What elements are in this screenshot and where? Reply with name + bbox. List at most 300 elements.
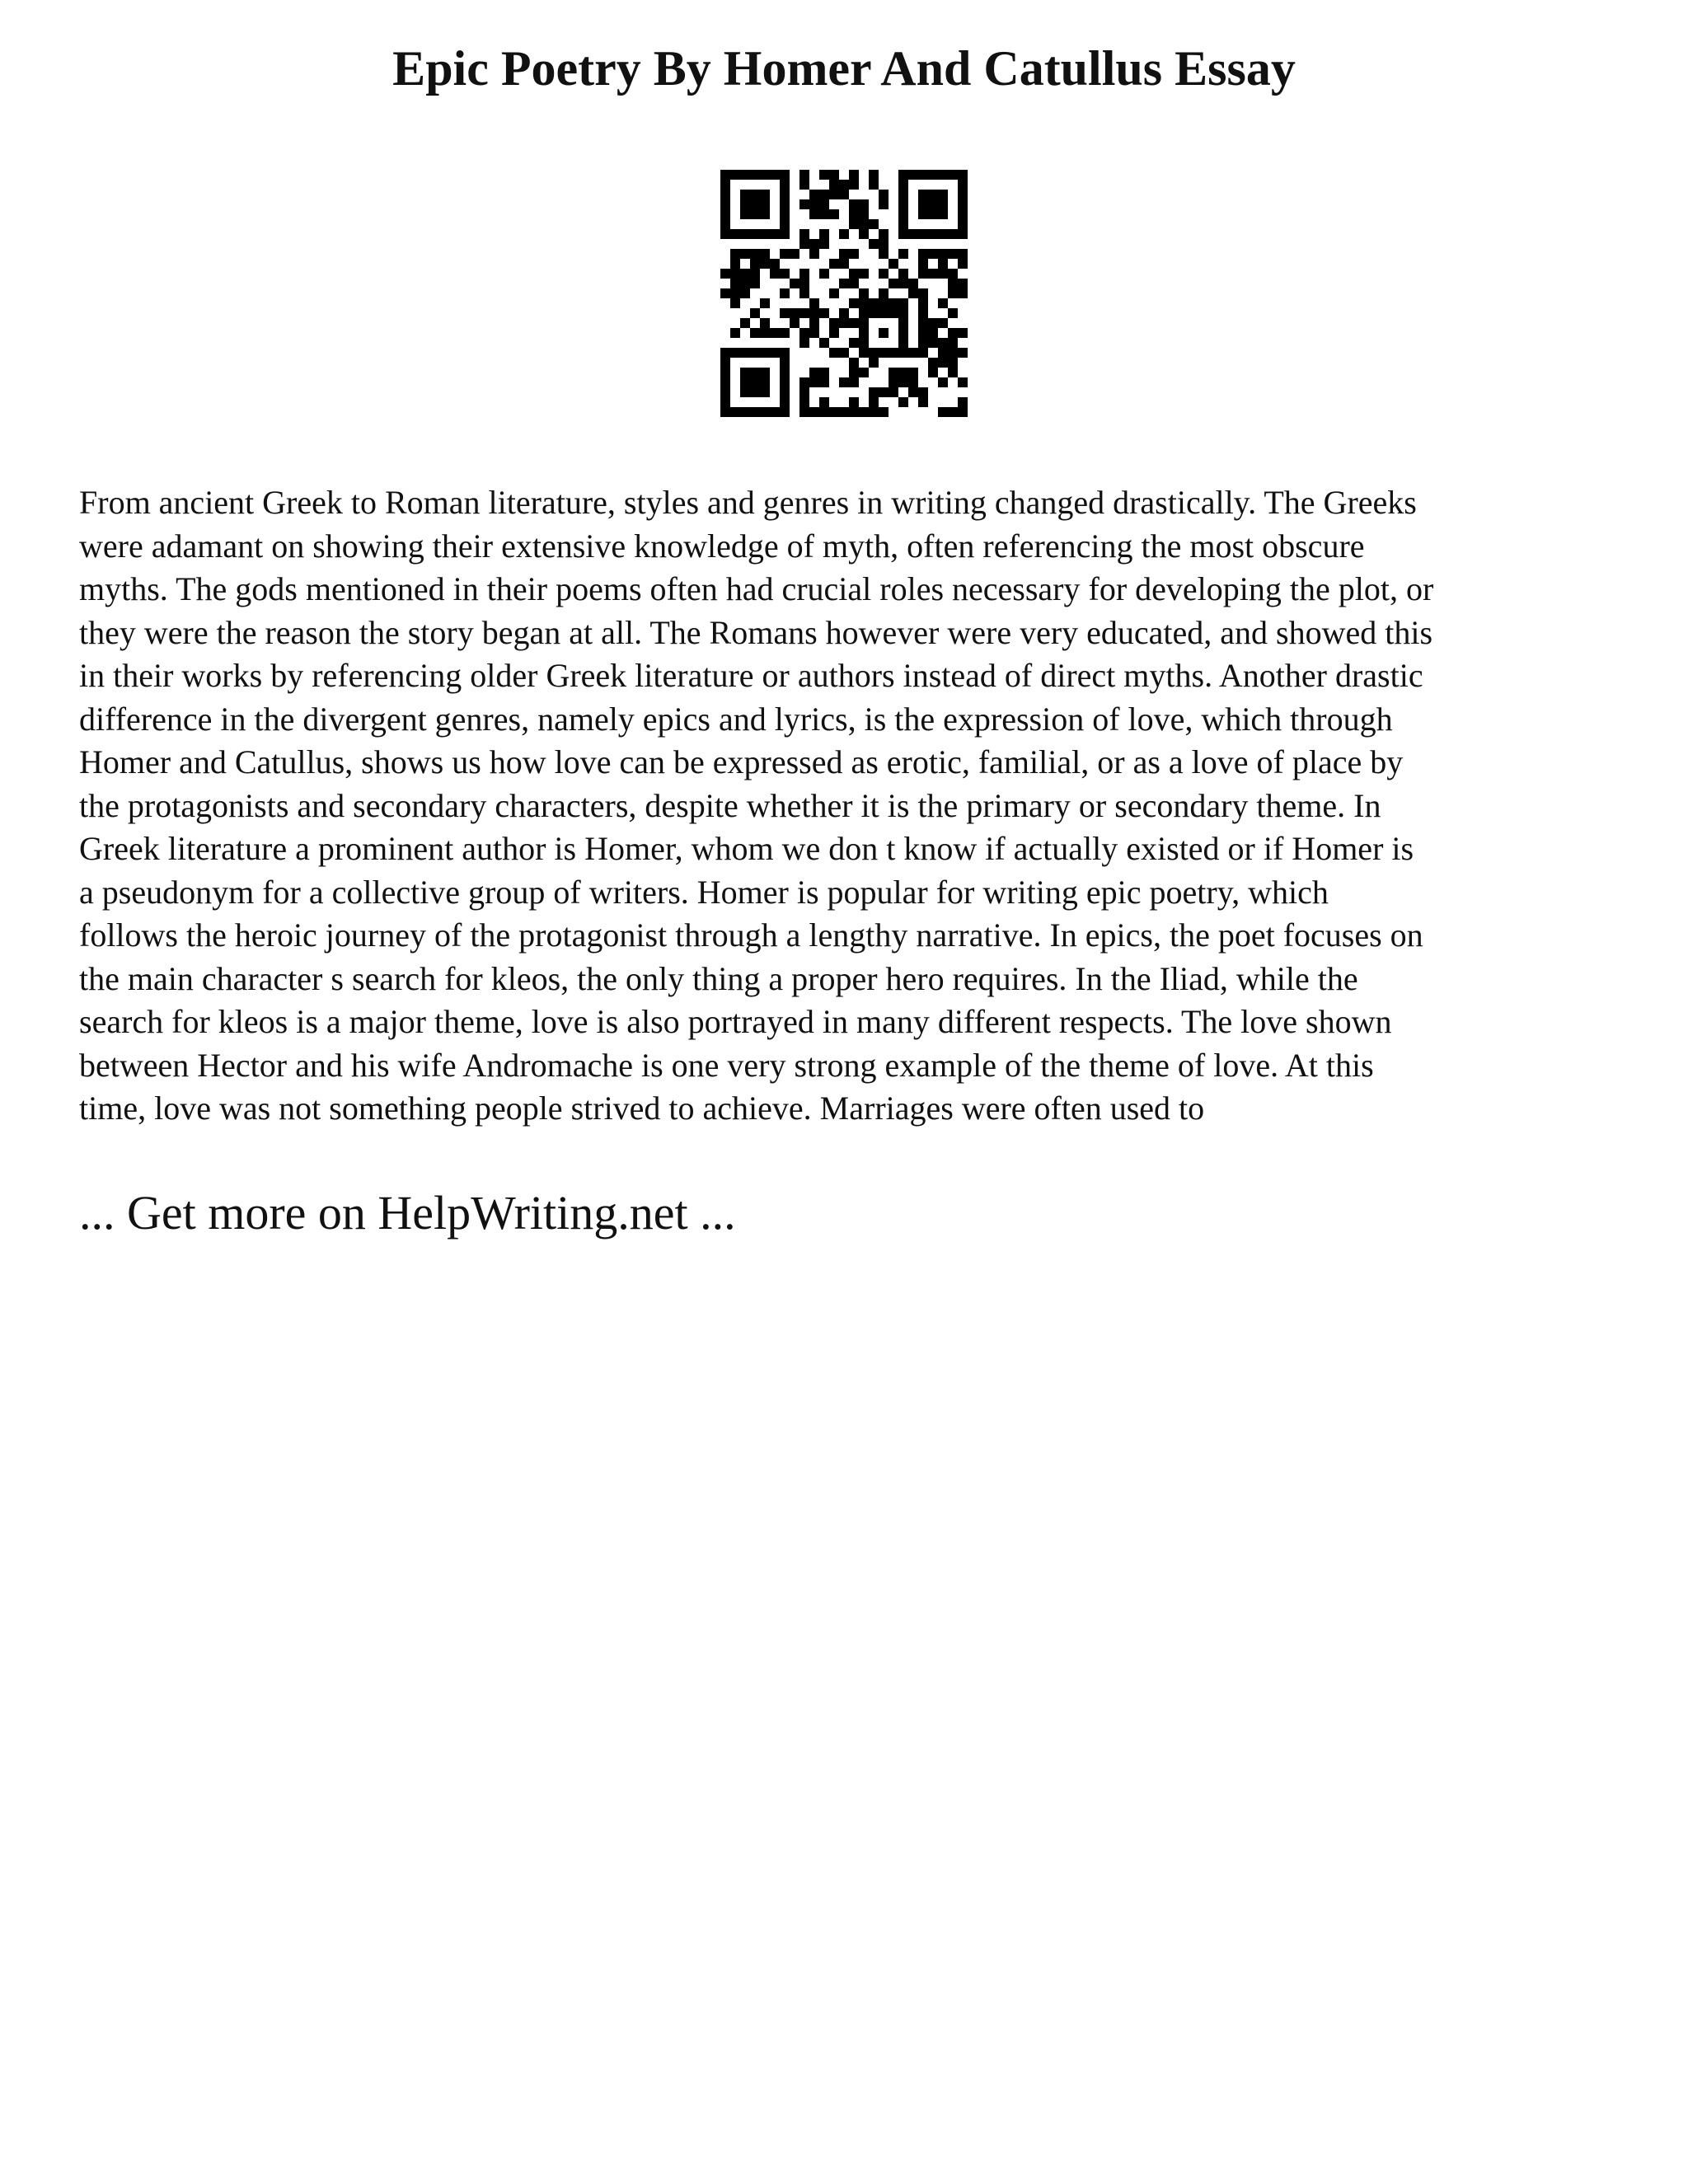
qr-module bbox=[799, 328, 809, 338]
qr-module bbox=[898, 249, 908, 259]
qr-module bbox=[849, 180, 859, 190]
qr-module bbox=[799, 279, 809, 288]
qr-module bbox=[730, 249, 740, 259]
qr-module bbox=[958, 407, 968, 417]
qr-module bbox=[908, 368, 918, 377]
qr-module bbox=[839, 190, 849, 199]
qr-module bbox=[809, 239, 819, 249]
essay-line: a pseudonym for a collective group of writers. Homer is popular for writing epic poetry, which bbox=[79, 873, 1329, 911]
qr-module bbox=[859, 199, 869, 209]
qr-module bbox=[780, 229, 790, 239]
qr-module bbox=[948, 288, 958, 298]
qr-module bbox=[849, 407, 859, 417]
qr-module bbox=[849, 219, 859, 229]
qr-module bbox=[918, 298, 928, 308]
qr-module bbox=[859, 209, 869, 219]
qr-module bbox=[869, 308, 879, 318]
qr-module bbox=[908, 377, 918, 387]
essay-line: From ancient Greek to Roman literature, styles and genres in writing changed drastically. The Greeks bbox=[79, 484, 1417, 521]
qr-module bbox=[948, 279, 958, 288]
qr-module bbox=[859, 229, 869, 239]
qr-module bbox=[898, 180, 908, 190]
qr-module bbox=[740, 407, 750, 417]
qr-module bbox=[819, 170, 829, 180]
qr-module bbox=[760, 209, 770, 219]
qr-module bbox=[730, 298, 740, 308]
qr-module bbox=[819, 397, 829, 407]
qr-module bbox=[849, 358, 859, 368]
qr-module bbox=[730, 348, 740, 358]
qr-module bbox=[869, 348, 879, 358]
qr-module bbox=[879, 387, 889, 397]
qr-module bbox=[869, 219, 879, 229]
qr-module bbox=[928, 190, 938, 199]
qr-module bbox=[720, 219, 730, 229]
qr-module bbox=[869, 170, 879, 180]
qr-module bbox=[799, 170, 809, 180]
qr-module bbox=[938, 209, 948, 219]
qr-module bbox=[760, 348, 770, 358]
qr-module bbox=[790, 318, 799, 328]
qr-module bbox=[918, 328, 928, 338]
qr-module bbox=[928, 328, 938, 338]
qr-module bbox=[879, 190, 889, 199]
qr-module bbox=[809, 377, 819, 387]
qr-module bbox=[869, 298, 879, 308]
qr-module bbox=[780, 407, 790, 417]
essay-body bbox=[79, 481, 1620, 1131]
qr-module bbox=[958, 219, 968, 229]
qr-module bbox=[849, 269, 859, 279]
qr-module bbox=[809, 209, 819, 219]
qr-module bbox=[720, 407, 730, 417]
qr-module bbox=[760, 368, 770, 377]
qr-module bbox=[918, 348, 928, 358]
qr-module bbox=[750, 387, 760, 397]
qr-module bbox=[889, 308, 898, 318]
qr-module bbox=[839, 377, 849, 387]
qr-module bbox=[958, 190, 968, 199]
qr-module bbox=[730, 170, 740, 180]
qr-module bbox=[879, 269, 889, 279]
qr-module bbox=[879, 308, 889, 318]
qr-module bbox=[750, 368, 760, 377]
qr-module bbox=[819, 269, 829, 279]
qr-module bbox=[859, 348, 869, 358]
qr-module bbox=[908, 170, 918, 180]
qr-module bbox=[730, 229, 740, 239]
essay-line: were adamant on showing their extensive knowledge of myth, often referencing the most obscure bbox=[79, 527, 1365, 565]
qr-module bbox=[790, 279, 799, 288]
qr-module bbox=[938, 338, 948, 348]
qr-module bbox=[938, 259, 948, 269]
qr-module bbox=[819, 368, 829, 377]
qr-module bbox=[780, 288, 790, 298]
qr-module bbox=[740, 288, 750, 298]
qr-module bbox=[809, 298, 819, 308]
qr-module bbox=[898, 348, 908, 358]
qr-module bbox=[760, 249, 770, 259]
qr-module bbox=[928, 318, 938, 328]
qr-module bbox=[720, 229, 730, 239]
qr-module bbox=[948, 368, 958, 377]
qr-module bbox=[750, 190, 760, 199]
qr-module bbox=[799, 180, 809, 190]
qr-module bbox=[958, 397, 968, 407]
qr-code bbox=[720, 170, 968, 417]
qr-module bbox=[839, 318, 849, 328]
qr-module bbox=[869, 358, 879, 368]
qr-module bbox=[918, 318, 928, 328]
qr-module bbox=[829, 288, 839, 298]
qr-module bbox=[938, 298, 948, 308]
qr-module bbox=[740, 209, 750, 219]
qr-module bbox=[839, 249, 849, 259]
qr-module bbox=[879, 199, 889, 209]
qr-module bbox=[918, 338, 928, 348]
qr-module bbox=[740, 318, 750, 328]
qr-module bbox=[898, 229, 908, 239]
qr-module bbox=[918, 269, 928, 279]
qr-module bbox=[819, 229, 829, 239]
qr-module bbox=[819, 239, 829, 249]
qr-module bbox=[938, 269, 948, 279]
qr-module bbox=[829, 407, 839, 417]
qr-module bbox=[720, 288, 730, 298]
qr-module bbox=[799, 229, 809, 239]
qr-module bbox=[799, 377, 809, 387]
qr-module bbox=[898, 279, 908, 288]
qr-module bbox=[869, 407, 879, 417]
qr-module bbox=[898, 199, 908, 209]
qr-module bbox=[770, 348, 780, 358]
qr-module bbox=[780, 219, 790, 229]
qr-module bbox=[760, 377, 770, 387]
qr-module bbox=[760, 387, 770, 397]
qr-module bbox=[898, 190, 908, 199]
qr-module bbox=[938, 249, 948, 259]
essay-line: difference in the divergent genres, namely epics and lyrics, is the expression of love, which through bbox=[79, 700, 1393, 738]
qr-module bbox=[790, 308, 799, 318]
qr-module bbox=[799, 338, 809, 348]
essay-line: follows the heroic journey of the protagonist through a lengthy narrative. In epics, the poet focuses on bbox=[79, 916, 1423, 954]
qr-module bbox=[809, 249, 819, 259]
qr-module bbox=[770, 229, 780, 239]
qr-module bbox=[750, 308, 760, 318]
qr-module bbox=[898, 308, 908, 318]
qr-module bbox=[918, 199, 928, 209]
qr-module bbox=[879, 229, 889, 239]
qr-module bbox=[780, 387, 790, 397]
qr-module bbox=[799, 239, 809, 249]
qr-module bbox=[750, 328, 760, 338]
qr-module bbox=[898, 298, 908, 308]
qr-module bbox=[938, 348, 948, 358]
qr-module bbox=[829, 170, 839, 180]
qr-module bbox=[918, 308, 928, 318]
qr-module bbox=[948, 358, 958, 368]
qr-module bbox=[958, 229, 968, 239]
qr-module bbox=[750, 377, 760, 387]
qr-module bbox=[849, 368, 859, 377]
qr-module bbox=[819, 377, 829, 387]
qr-module bbox=[750, 269, 760, 279]
qr-module bbox=[889, 348, 898, 358]
qr-module bbox=[859, 308, 869, 318]
qr-module bbox=[780, 199, 790, 209]
qr-module bbox=[780, 209, 790, 219]
qr-module bbox=[720, 358, 730, 368]
qr-module bbox=[859, 338, 869, 348]
qr-module bbox=[948, 338, 958, 348]
qr-module bbox=[720, 377, 730, 387]
qr-module bbox=[839, 279, 849, 288]
qr-code-icon bbox=[720, 170, 968, 417]
qr-module bbox=[740, 377, 750, 387]
qr-module bbox=[889, 387, 898, 397]
qr-module bbox=[859, 328, 869, 338]
qr-module bbox=[928, 368, 938, 377]
qr-module bbox=[908, 288, 918, 298]
qr-module bbox=[898, 219, 908, 229]
qr-module bbox=[829, 259, 839, 269]
qr-module bbox=[780, 190, 790, 199]
qr-module bbox=[770, 269, 780, 279]
qr-module bbox=[908, 348, 918, 358]
qr-module bbox=[740, 249, 750, 259]
qr-module bbox=[770, 259, 780, 269]
qr-module bbox=[839, 180, 849, 190]
essay-line: the main character s search for kleos, the only thing a proper hero requires. In the Iliad, while the bbox=[79, 959, 1358, 997]
qr-module bbox=[928, 338, 938, 348]
qr-module bbox=[799, 288, 809, 298]
qr-module bbox=[938, 229, 948, 239]
qr-module bbox=[928, 249, 938, 259]
qr-module bbox=[879, 328, 889, 338]
qr-module bbox=[839, 348, 849, 358]
qr-module bbox=[948, 308, 958, 318]
qr-module bbox=[799, 199, 809, 209]
qr-module bbox=[849, 279, 859, 288]
qr-module bbox=[889, 279, 898, 288]
qr-module bbox=[938, 199, 948, 209]
qr-module bbox=[898, 318, 908, 328]
qr-module bbox=[958, 249, 968, 259]
qr-module bbox=[958, 377, 968, 387]
qr-module bbox=[780, 180, 790, 190]
qr-module bbox=[809, 199, 819, 209]
qr-module bbox=[799, 397, 809, 407]
qr-module bbox=[750, 249, 760, 259]
qr-module bbox=[879, 288, 889, 298]
qr-module bbox=[730, 288, 740, 298]
qr-module bbox=[760, 229, 770, 239]
qr-module bbox=[938, 190, 948, 199]
qr-module bbox=[859, 407, 869, 417]
qr-module bbox=[720, 387, 730, 397]
qr-module bbox=[799, 407, 809, 417]
qr-module bbox=[730, 269, 740, 279]
qr-module bbox=[839, 229, 849, 239]
essay-line: between Hector and his wife Andromache is one very strong example of the theme of love. At this bbox=[79, 1046, 1374, 1084]
qr-module bbox=[790, 249, 799, 259]
qr-module bbox=[958, 288, 968, 298]
qr-module bbox=[799, 387, 809, 397]
qr-module bbox=[819, 308, 829, 318]
qr-module bbox=[750, 407, 760, 417]
qr-module bbox=[948, 348, 958, 358]
qr-module bbox=[829, 318, 839, 328]
qr-module bbox=[898, 170, 908, 180]
qr-module bbox=[720, 209, 730, 219]
qr-module bbox=[740, 229, 750, 239]
qr-module bbox=[869, 397, 879, 407]
qr-module bbox=[780, 368, 790, 377]
qr-module bbox=[898, 377, 908, 387]
qr-module bbox=[809, 318, 819, 328]
qr-module bbox=[879, 348, 889, 358]
qr-module bbox=[849, 397, 859, 407]
qr-module bbox=[898, 368, 908, 377]
qr-module bbox=[809, 308, 819, 318]
qr-module bbox=[760, 190, 770, 199]
qr-module bbox=[928, 209, 938, 219]
qr-module bbox=[928, 358, 938, 368]
qr-module bbox=[730, 259, 740, 269]
qr-module bbox=[740, 387, 750, 397]
qr-module bbox=[760, 170, 770, 180]
essay-line: Greek literature a prominent author is Homer, whom we don t know if actually existed or if Homer is bbox=[79, 830, 1414, 867]
qr-module bbox=[849, 209, 859, 219]
qr-module bbox=[889, 259, 898, 269]
get-more-link[interactable]: ... Get more on HelpWriting.net ... bbox=[79, 1186, 736, 1240]
qr-module bbox=[730, 328, 740, 338]
qr-module bbox=[938, 377, 948, 387]
qr-module bbox=[740, 269, 750, 279]
essay-line: they were the reason the story began at all. The Romans however were very educated, and showed this bbox=[79, 613, 1433, 651]
qr-module bbox=[750, 279, 760, 288]
qr-module bbox=[879, 298, 889, 308]
page-title: Epic Poetry By Homer And Catullus Essay bbox=[392, 41, 1296, 96]
qr-module bbox=[958, 279, 968, 288]
qr-module bbox=[839, 259, 849, 269]
qr-module bbox=[760, 298, 770, 308]
qr-module bbox=[760, 259, 770, 269]
qr-module bbox=[958, 170, 968, 180]
qr-module bbox=[720, 170, 730, 180]
qr-module bbox=[898, 397, 908, 407]
qr-module bbox=[720, 348, 730, 358]
qr-module bbox=[898, 328, 908, 338]
qr-module bbox=[760, 318, 770, 328]
qr-module bbox=[740, 279, 750, 288]
qr-module bbox=[780, 377, 790, 387]
qr-module bbox=[889, 298, 898, 308]
qr-module bbox=[780, 308, 790, 318]
qr-module bbox=[948, 170, 958, 180]
qr-module bbox=[720, 368, 730, 377]
qr-module bbox=[898, 209, 908, 219]
qr-module bbox=[869, 180, 879, 190]
qr-module bbox=[918, 288, 928, 298]
qr-module bbox=[780, 170, 790, 180]
qr-module bbox=[938, 318, 948, 328]
qr-module bbox=[958, 259, 968, 269]
qr-module bbox=[809, 407, 819, 417]
qr-module bbox=[819, 209, 829, 219]
qr-module bbox=[918, 190, 928, 199]
qr-module bbox=[720, 397, 730, 407]
qr-module bbox=[958, 328, 968, 338]
qr-module bbox=[750, 209, 760, 219]
qr-module bbox=[750, 199, 760, 209]
qr-module bbox=[948, 269, 958, 279]
qr-module bbox=[928, 170, 938, 180]
qr-module bbox=[859, 318, 869, 328]
qr-module bbox=[740, 348, 750, 358]
qr-module bbox=[879, 249, 889, 259]
qr-module bbox=[750, 348, 760, 358]
qr-module bbox=[938, 170, 948, 180]
qr-module bbox=[948, 249, 958, 259]
qr-module bbox=[770, 170, 780, 180]
qr-module bbox=[918, 259, 928, 269]
qr-module bbox=[958, 199, 968, 209]
qr-module bbox=[819, 199, 829, 209]
qr-module bbox=[908, 229, 918, 239]
qr-module bbox=[898, 338, 908, 348]
qr-module bbox=[849, 338, 859, 348]
essay-line: search for kleos is a major theme, love is also portrayed in many different respects. The love shown bbox=[79, 1003, 1392, 1040]
qr-module bbox=[928, 199, 938, 209]
qr-module bbox=[879, 407, 889, 417]
qr-module bbox=[849, 249, 859, 259]
qr-module bbox=[918, 387, 928, 397]
qr-module bbox=[908, 279, 918, 288]
qr-module bbox=[780, 358, 790, 368]
qr-module bbox=[780, 397, 790, 407]
qr-module bbox=[948, 229, 958, 239]
qr-module bbox=[849, 170, 859, 180]
qr-module bbox=[938, 358, 948, 368]
qr-module bbox=[760, 407, 770, 417]
qr-module bbox=[720, 199, 730, 209]
qr-module bbox=[809, 368, 819, 377]
qr-module bbox=[760, 199, 770, 209]
qr-module bbox=[720, 269, 730, 279]
qr-module bbox=[730, 279, 740, 288]
qr-module bbox=[730, 407, 740, 417]
qr-module bbox=[819, 407, 829, 417]
qr-module bbox=[948, 407, 958, 417]
qr-module bbox=[720, 180, 730, 190]
essay-line: Homer and Catullus, shows us how love can be expressed as erotic, familial, or as a love of place by bbox=[79, 743, 1404, 780]
qr-module bbox=[918, 249, 928, 259]
qr-module bbox=[829, 328, 839, 338]
qr-module bbox=[720, 190, 730, 199]
qr-module bbox=[889, 368, 898, 377]
qr-module bbox=[849, 377, 859, 387]
qr-module bbox=[839, 308, 849, 318]
essay-line: in their works by referencing older Greek literature or authors instead of direct myths. Another drastic bbox=[79, 657, 1423, 694]
qr-module bbox=[849, 298, 859, 308]
qr-module bbox=[918, 170, 928, 180]
qr-module bbox=[750, 229, 760, 239]
qr-module bbox=[819, 338, 829, 348]
qr-module bbox=[829, 348, 839, 358]
qr-module bbox=[938, 407, 948, 417]
qr-module bbox=[809, 190, 819, 199]
